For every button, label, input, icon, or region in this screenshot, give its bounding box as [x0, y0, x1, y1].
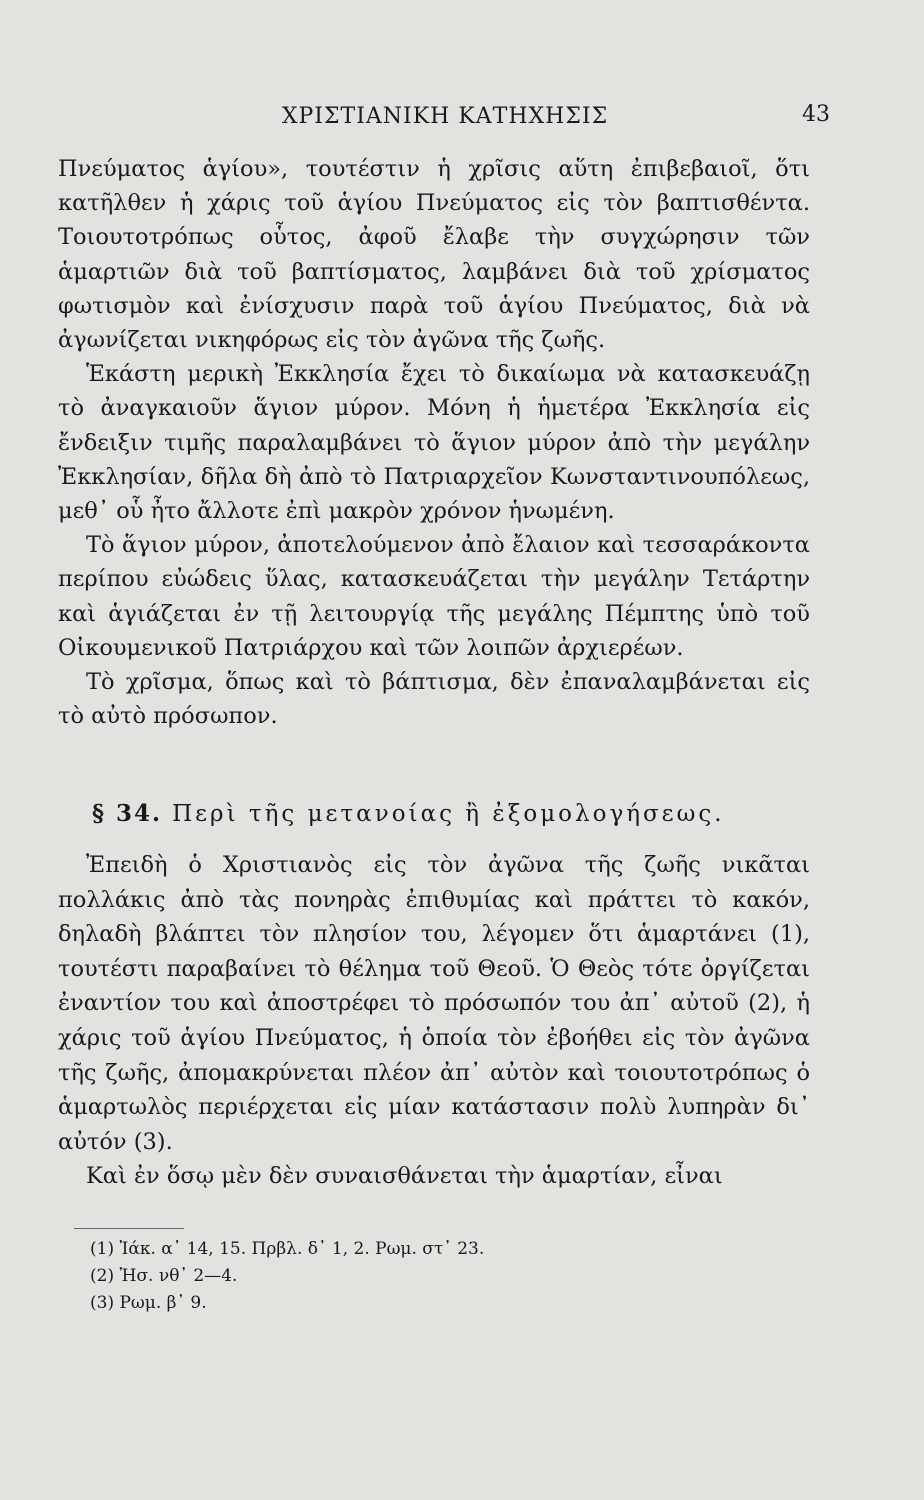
paragraph: Πνεύματος ἁγίου», τουτέστιν ἡ χρῖσις αὕτη ἐπιβεβαιοῖ, ὅτι κατῆλθεν ἡ χάρις τοῦ ἁγίου Πνεύματος εἰς τὸν βαπτισθέντα. Τοιουτοτρόπως οὗτος, ἀφοῦ ἔλαβε τὴν συγχώρησιν τῶν ἁμαρτιῶν διὰ τοῦ βαπτίσματος, λαμβάνει διὰ τοῦ χρίσματος φωτισμὸν καὶ ἐνίσχυσιν παρὰ τοῦ ἁγίου Πνεύματος, διὰ νὰ ἀγωνίζεται νικηφόρως εἰς τὸν ἀγῶνα τῆς ζωῆς. [58, 156, 810, 354]
page-number: 43 [802, 102, 830, 127]
running-title: ΧΡΙΣΤΙΑΝΙΚΗ ΚΑΤΗΧΗΣΙΣ [281, 104, 609, 129]
footnote: (2) Ἠσ. νθ᾽ 2—4. [90, 1266, 238, 1286]
paragraph: Καὶ ἐν ὅσῳ μὲν δὲν συναισθάνεται τὴν ἁμαρτίαν, εἶναι [86, 1163, 723, 1190]
footnote: (1) Ἰάκ. α᾽ 14, 15. Πρβλ. δ᾽ 1, 2. Ρωμ. στ᾽ 23. [90, 1239, 485, 1259]
paragraph: Ἑκάστη μερικὴ Ἐκκλησία ἔχει τὸ δικαίωμα νὰ κατασκευάζῃ τὸ ἀναγκαιοῦν ἅγιον μύρον. Μόνη ἡ ἡμετέρα Ἐκκλησία εἰς ἔνδειξιν τιμῆς παραλαμβάνει τὸ ἅγιον μύρον ἀπὸ τὴν μεγάλην Ἐκκλησίαν, δῆλα δὴ ἀπὸ τὸ Πατριαρχεῖον Κωνσταντινουπόλεως, μεθ᾽ οὗ ἦτο ἄλλοτε ἐπὶ μακρὸν χρόνον ἡνωμένη. [58, 361, 810, 525]
paragraph: Τὸ ἅγιον μύρον, ἀποτελούμενον ἀπὸ ἔλαιον καὶ τεσσαράκοντα περίπου εὐώδεις ὕλας, κατασκευάζεται τὴν μεγάλην Τετάρτην καὶ ἁγιάζεται ἐν τῇ λειτουργίᾳ τῆς μεγάλης Πέμπτης ὑπὸ τοῦ Οἰκουμενικοῦ Πατριάρχου καὶ τῶν λοιπῶν ἀρχιερέων. [58, 532, 810, 661]
paragraph: Ἐπειδὴ ὁ Χριστιανὸς εἰς τὸν ἀγῶνα τῆς ζωῆς νικᾶται πολλάκις ἀπὸ τὰς πονηρὰς ἐπιθυμίας καὶ πράττει τὸ κακόν, δηλαδὴ βλάπτει τὸν πλησίον του, λέγομεν ὅτι ἁμαρτάνει (1), τουτέστι παραβαίνει τὸ θέλημα τοῦ Θεοῦ. Ὁ Θεὸς τότε ὀργίζεται ἐναντίον του καὶ ἀποστρέφει τὸ πρόσωπόν του ἀπ᾽ αὐτοῦ (2), ἡ χάρις τοῦ ἁγίου Πνεύματος, ἡ ὁποία τὸν ἐβοήθει εἰς τὸν ἀγῶνα τῆς ζωῆς, ἀπομακρύνεται πλέον ἀπ᾽ αὐτὸν καὶ τοιουτοτρόπως ὁ ἁμαρτωλὸς περιέρχεται εἰς μίαν κατάστασιν πολὺ λυπηρὰν δι᾽ αὐτόν (3). [58, 852, 810, 1155]
body-text-lower [58, 848, 810, 1194]
footnote: (3) Ρωμ. β᾽ 9. [90, 1293, 207, 1313]
footnote-divider [74, 1228, 184, 1229]
section-title: Περὶ τῆς μετανοίας ἢ ἐξομολογήσεως. [172, 801, 725, 827]
paragraph: Τὸ χρῖσμα, ὅπως καὶ τὸ βάπτισμα, δὲν ἐπαναλαμβάνεται εἰς τὸ αὐτὸ πρόσωπον. [58, 669, 810, 730]
footnotes [90, 1236, 790, 1317]
section-heading [92, 800, 812, 827]
body-text-upper [58, 152, 810, 733]
page-header [60, 98, 830, 138]
section-number: § 34. [92, 800, 163, 827]
